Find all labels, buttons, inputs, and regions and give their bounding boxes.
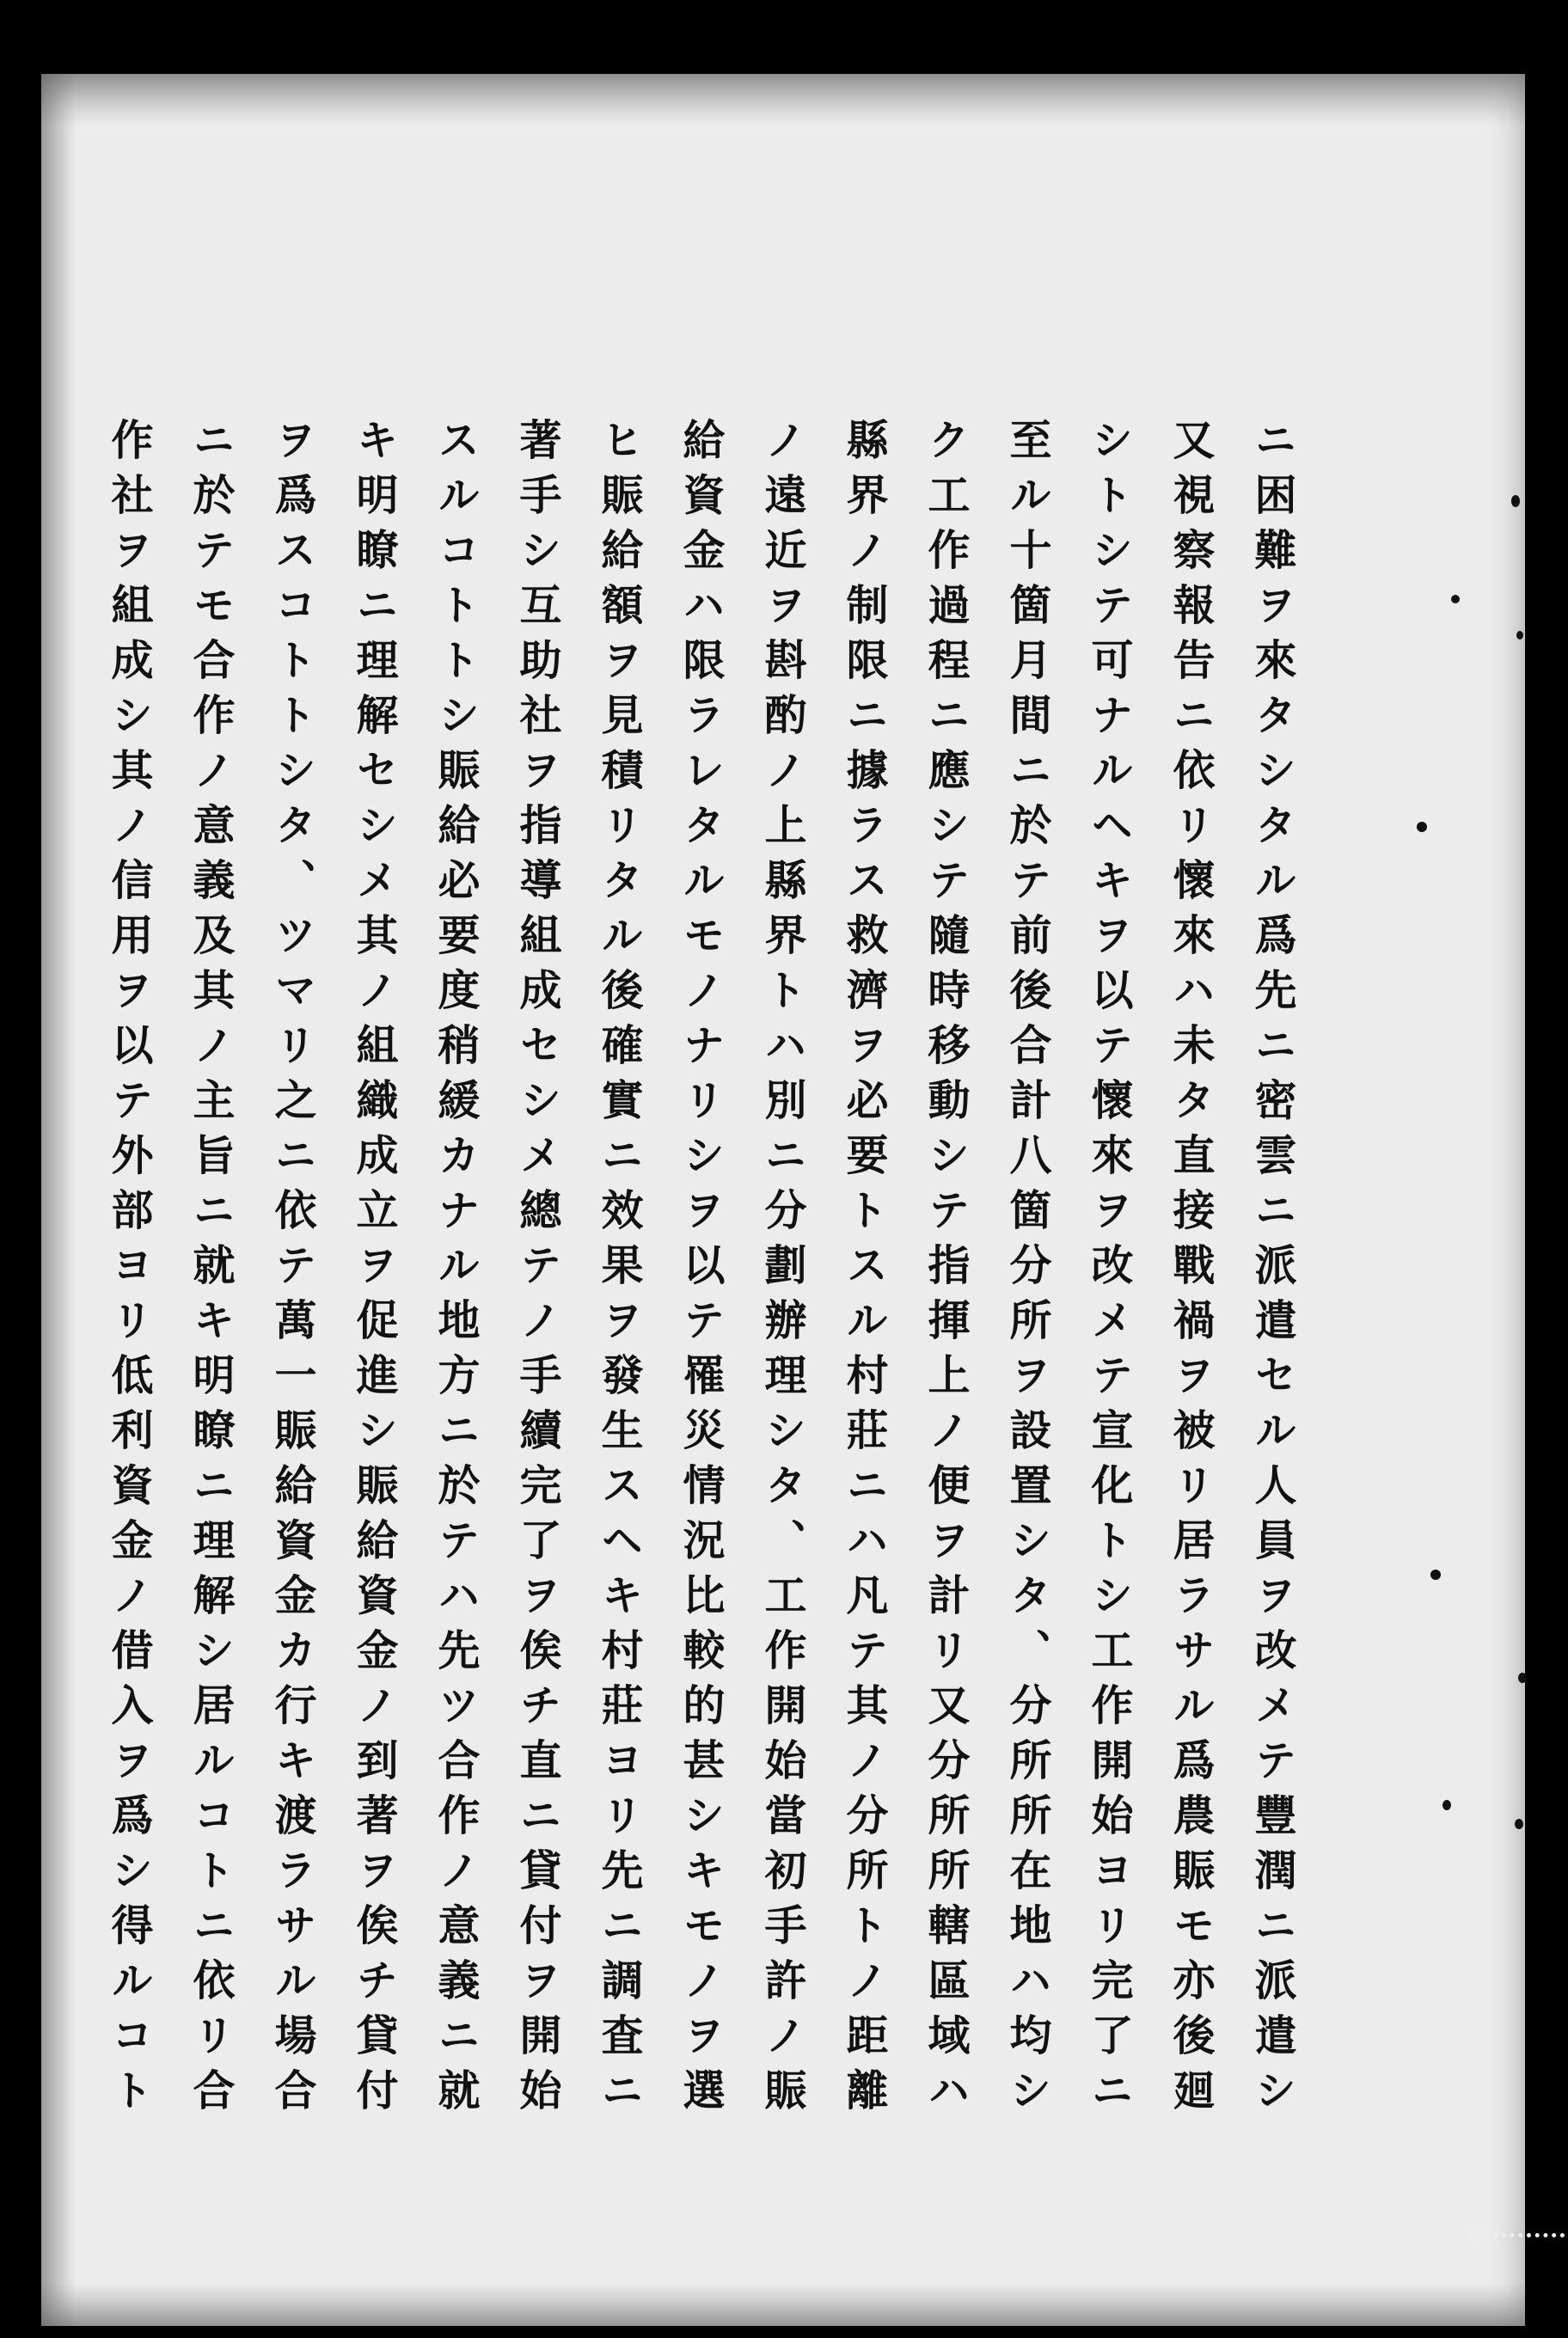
- text-column-11: スルコトトシ賑給必要度稍緩カナル地方ニ於テハ先ツ合作ノ意義ニ就: [432, 418, 481, 2123]
- ink-speck: [1515, 1819, 1523, 1829]
- text-column-6: 縣界ノ制限ニ據ラス救濟ヲ必要トスル村莊ニハ凡テ其ノ分所トノ距離: [840, 418, 890, 2123]
- document-page: [41, 74, 1525, 2326]
- ink-speck: [1417, 822, 1427, 832]
- page-top-shadow: [41, 74, 1525, 125]
- text-column-2: 又視察報告ニ依リ懷來ハ未タ直接戰禍ヲ被リ居ラサル爲農賑モ亦後廻: [1167, 418, 1216, 2123]
- text-column-9: ヒ賑給額ヲ見積リタル後確實ニ效果ヲ發生スヘキ村莊ヨリ先ニ調査ニ: [595, 418, 645, 2123]
- ink-speck: [1516, 631, 1523, 640]
- text-column-10: 著手シ互助社ヲ指導組成セシメ總テノ手續完了ヲ俟チ直ニ貸付ヲ開始: [513, 418, 563, 2123]
- ink-speck: [1518, 1673, 1527, 1683]
- text-column-12: キ明瞭ニ理解セシメ其ノ組織成立ヲ促進シ賑給資金ノ到著ヲ俟チ貸付: [350, 418, 400, 2123]
- text-column-1: ニ困難ヲ來タシタル爲先ニ密雲ニ派遣セル人員ヲ改メテ豐潤ニ派遣シ: [1248, 418, 1298, 2123]
- ink-speck: [1442, 1800, 1451, 1810]
- text-column-4: 至ル十箇月間ニ於テ前後合計八箇分所ヲ設置シタ、分所所在地ハ均シ: [1003, 418, 1053, 2123]
- ink-speck: [1430, 1570, 1441, 1580]
- text-column-3: シトシテ可ナルヘキヲ以テ懷來ヲ改メテ宣化トシ工作開始ヨリ完了ニ: [1085, 418, 1135, 2123]
- text-column-5: ク工作過程ニ應シテ隨時移動シテ指揮上ノ便ヲ計リ又分所所轄區域ハ: [922, 418, 971, 2123]
- bottom-edge-dashes: [1468, 2233, 1565, 2237]
- vertical-text-body: [93, 418, 1314, 2231]
- text-column-13: ヲ爲スコトトシタ、ツマリ之ニ依テ萬一賑給資金カ行キ渡ラサル場合: [268, 418, 318, 2123]
- text-column-8: 給資金ハ限ラレタルモノナリシヲ以テ罹災情況比較的甚シキモノヲ選: [677, 418, 726, 2123]
- ink-speck: [1511, 495, 1520, 507]
- page-bottom-shadow: [41, 2283, 1525, 2326]
- text-column-7: ノ遠近ヲ斟酌ノ上縣界トハ別ニ分劃辦理シタ、工作開始當初手許ノ賑: [758, 418, 808, 2123]
- page-left-shadow: [41, 74, 76, 2326]
- text-column-14: ニ於テモ合作ノ意義及其ノ主旨ニ就キ明瞭ニ理解シ居ルコトニ依リ合: [187, 418, 236, 2123]
- text-column-15: 作社ヲ組成シ其ノ信用ヲ以テ外部ヨリ低利資金ノ借入ヲ爲シ得ルコト: [105, 418, 155, 2123]
- ink-speck: [1451, 595, 1460, 603]
